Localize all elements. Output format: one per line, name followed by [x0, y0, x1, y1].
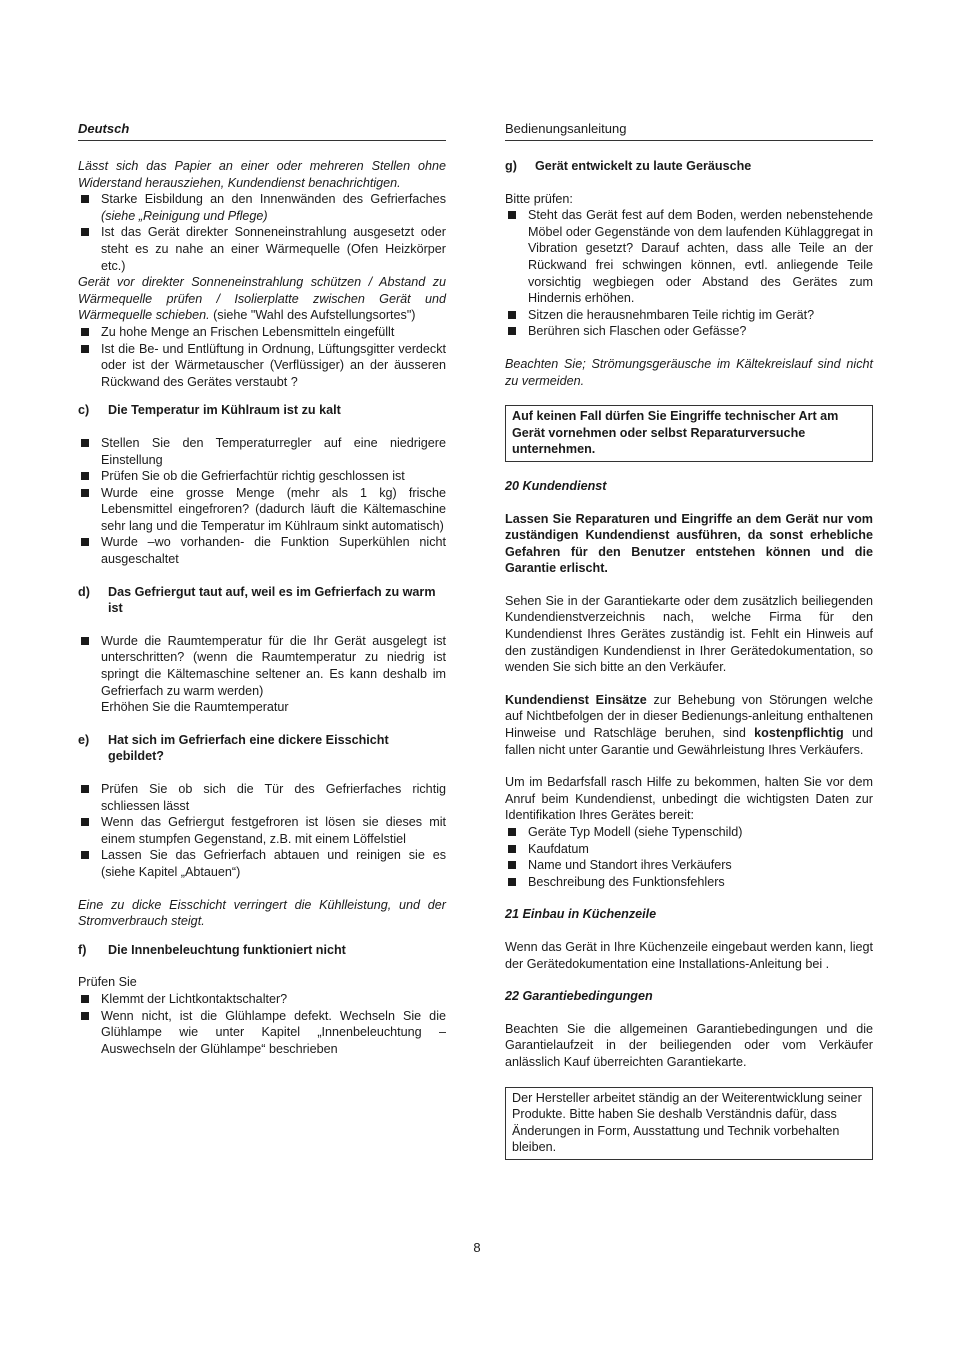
cause-list — [78, 191, 446, 274]
intro-paragraph: Lässt sich das Papier an einer oder mehreren Stellen ohne Widerstand herausziehen, Kundendienst benachrichtigen. — [78, 159, 446, 190]
list-item: Berühren sich Flaschen oder Gefässe? — [505, 323, 873, 340]
list-item: Ist das Gerät direkter Sonneneinstrahlung ausgesetzt oder steht es zu nahe an einer Wärmequelle (Ofen Heizkörper etc.) — [78, 224, 446, 274]
list-item: Geräte Typ Modell (siehe Typenschild) — [505, 824, 873, 841]
section-20-data-intro: Um im Bedarfsfall rasch Hilfe zu bekommen, halten Sie vor dem Anruf beim Kundendienst, unbedingt die wichtigsten Daten zur Identifikation Ihres Gerätes bereit: — [505, 775, 873, 823]
page-number: 8 — [473, 1240, 481, 1255]
list-item: Wenn das Gefriergut festgefroren ist lösen sie dieses mit einem stumpfen Gegenstand, z.B. mit einem Löffelstiel — [78, 814, 446, 847]
list-item: Prüfen Sie ob sich die Tür des Gefrierfaches richtig schliessen lässt — [78, 781, 446, 814]
list-item: Steht das Gerät fest auf dem Boden, werden nebenstehende Möbel oder Gegenstände von dem laufenden Kühlaggregat in Vibration gesetzt? Darauf achten, dass alle Teile an der Rückwand frei schwingen können, evtl. anliegende Teile vorsichtig wegbiegen oder Abstand des Gerätes zum Hindernis erhöhen. — [505, 207, 873, 307]
section-c-heading: c) Die Temperatur im Kühlraum ist zu kalt — [78, 403, 341, 418]
header-manual-title: Bedienungsanleitung — [505, 121, 873, 141]
list-item: Prüfen Sie ob die Gefrierfachtür richtig geschlossen ist — [78, 468, 446, 485]
section-20-list — [505, 824, 873, 890]
list-item: Ist die Be- und Entlüftung in Ordnung, Lüftungsgitter verdeckt oder ist der Wärmetauscher (Verflüssiger) an der äusseren Rückwand des Gerätes verstaubt ? — [78, 341, 446, 391]
list-item: Wurde eine grosse Menge (mehr als 1 kg) frische Lebensmittel eingefroren? (dadurch läuft die Kältemaschine sehr lang und die Temperatur im Kühlraum sinkt automatisch) — [78, 485, 446, 535]
list-item: Starke Eisbildung an den Innenwänden des Gefrierfaches (siehe „Reinigung und Pflege) — [78, 191, 446, 224]
section-22-title: 22 Garantiebedingungen — [505, 989, 653, 1004]
list-item: Wurde –wo vorhanden- die Funktion Superkühlen nicht ausgeschaltet — [78, 534, 446, 567]
section-20-cost-note: Kundendienst Einsätze zur Behebung von Störungen welche auf Nichtbefolgen der in dieser Bedienungs-anleitung enthaltenen Hinweise und Ratschläge beruhen, sind kostenpflichtig und fallen nicht unter Garantie und Gewährleistung Ihres Verkäufers. — [505, 692, 873, 757]
sun-note: Gerät vor direkter Sonneneinstrahlung schützen / Abstand zu Wärmequelle prüfen / Isolierplatte zwischen Gerät und Wärmequelle schieben. (siehe "Wahl des Aufstellungsortes") — [78, 275, 446, 323]
section-d-advice: Erhöhen Sie die Raumtemperatur — [101, 700, 289, 715]
section-f-heading: f) Die Innenbeleuchtung funktioniert nicht — [78, 942, 346, 957]
cause-list-2 — [78, 324, 446, 390]
list-item: Name und Standort ihres Verkäufers — [505, 857, 873, 874]
warning-box: Auf keinen Fall dürfen Sie Eingriffe technischer Art am Gerät vornehmen oder selbst Reparaturversuche unternehmen. — [505, 405, 873, 462]
section-e-list — [78, 781, 446, 881]
left-column — [78, 158, 446, 1057]
section-g-list — [505, 207, 873, 340]
section-20-warning: Lassen Sie Reparaturen und Eingriffe an dem Gerät nur vom zuständigen Kundendienst ausführen, da sonst erhebliche Gefahren für den Benutzer entstehen können und die Garantie erlischt. — [505, 511, 873, 576]
list-item: Beschreibung des Funktionsfehlers — [505, 874, 873, 891]
section-20-paragraph: Sehen Sie in der Garantiekarte oder dem zusätzlich beiliegenden Kundendienstverzeichnis nach, welche Firma für den Kundendienst Ihres Gerätes zuständig ist. Fehlt ein Hinweis auf den zuständigen Kundendienst in Ihrer Gerätedokumentation, so wenden Sie sich bitte an den Verkäufer. — [505, 593, 873, 675]
section-d-heading: d) Das Gefriergut taut auf, weil es im Gefrierfach zu warm ist — [78, 584, 436, 616]
list-item: Stellen Sie den Temperaturregler auf eine niedrigere Einstellung — [78, 435, 446, 468]
section-e-note: Eine zu dicke Eisschicht verringert die Kühlleistung, und der Stromverbrauch steigt. — [78, 897, 446, 929]
right-column — [505, 158, 873, 1160]
section-f-intro: Prüfen Sie — [78, 975, 137, 990]
section-f-list — [78, 991, 446, 1057]
section-22-paragraph: Beachten Sie die allgemeinen Garantiebedingungen und die Garantielaufzeit in der beiliegenden oder vom Verkäufer anlässlich Kauf überreichten Garantiekarte. — [505, 1021, 873, 1069]
list-item: Wenn nicht, ist die Glühlampe defekt. Wechseln Sie die Glühlampe wie unter Kapitel „Innenbeleuchtung – Auswechseln der Glühlampe“ beschrieben — [78, 1008, 446, 1058]
list-item: Wurde die Raumtemperatur für die Ihr Gerät ausgelegt ist unterschritten? (wenn die Raumtemperatur zu niedrig ist springt die Kältemaschine seltener an. Es kann deshalb im Gefrierfach zu warm werden) — [78, 633, 446, 699]
section-g-intro: Bitte prüfen: — [505, 191, 573, 206]
list-item: Klemmt der Lichtkontaktschalter? — [78, 991, 446, 1008]
section-g-heading: g) Gerät entwickelt zu laute Geräusche — [505, 159, 752, 173]
list-item: Zu hohe Menge an Frischen Lebensmitteln eingefüllt — [78, 324, 446, 341]
section-20-title: 20 Kundendienst — [505, 478, 607, 493]
section-g-note: Beachten Sie; Strömungsgeräusche im Kältekreislauf sind nicht zu vermeiden. — [505, 356, 873, 388]
section-e-heading: e) Hat sich im Gefrierfach eine dickere Eisschicht gebildet? — [78, 732, 389, 764]
notice-box: Der Hersteller arbeitet ständig an der Weiterentwicklung seiner Produkte. Bitte haben Sie deshalb Verständnis dafür, dass Änderungen in Form, Ausstattung und Technik vorbehalten bleiben. — [505, 1087, 873, 1160]
list-item: Kaufdatum — [505, 841, 873, 858]
section-d-list — [78, 633, 446, 699]
header-language: Deutsch — [78, 121, 446, 141]
section-c-list — [78, 435, 446, 568]
list-item: Lassen Sie das Gefrierfach abtauen und reinigen sie es (siehe Kapitel „Abtauen“) — [78, 847, 446, 880]
list-item: Sitzen die herausnehmbaren Teile richtig im Gerät? — [505, 307, 873, 324]
section-21-paragraph: Wenn das Gerät in Ihre Küchenzeile eingebaut werden kann, liegt der Gerätedokumentation eine Installations-Anleitung bei . — [505, 939, 873, 971]
section-21-title: 21 Einbau in Küchenzeile — [505, 907, 657, 922]
